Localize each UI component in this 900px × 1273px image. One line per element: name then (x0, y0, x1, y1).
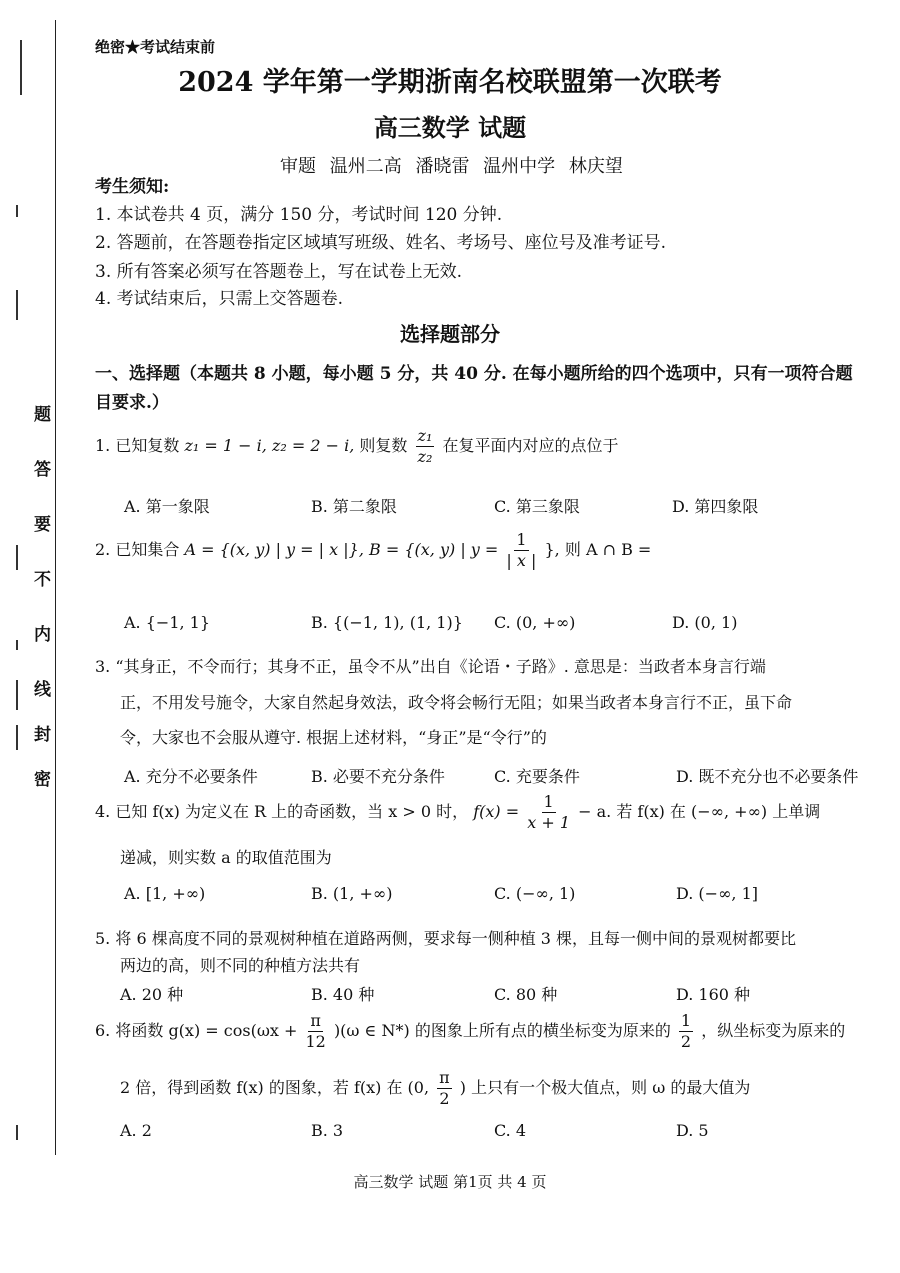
fraction-denominator: | x | (506, 551, 537, 570)
q6-fraction-2 (679, 1013, 693, 1050)
section-instruction: 目要求.） (95, 393, 169, 413)
margin-mark (16, 680, 18, 710)
margin-char: 线 (34, 680, 51, 700)
q1-mid: 则复数 (359, 436, 408, 455)
fraction-numerator: π (310, 1011, 321, 1030)
q1-prefix: 1. 已知复数 (95, 436, 180, 455)
q6-fraction-3 (437, 1070, 452, 1107)
fraction-numerator: z₁ (417, 426, 433, 445)
exam-title: 2024 学年第一学期浙南名校联盟第一次联考 (178, 67, 722, 98)
margin-mark (16, 545, 18, 570)
q1-z2: z₂ = 2 − i, (271, 436, 355, 455)
margin-char: 内 (34, 625, 51, 645)
margin-char: 答 (34, 460, 51, 480)
q3-line: 令，大家也不会服从遵守. 根据上述材料，“身正”是“令行”的 (120, 728, 547, 747)
q6-fraction-1 (305, 1013, 325, 1050)
q1-z1: z₁ = 1 − i, (184, 436, 267, 455)
q4-option-d: D. (−∞, 1] (676, 884, 758, 903)
question-6 (95, 1013, 845, 1050)
fraction-numerator: 1 (680, 1011, 692, 1030)
q2-option-b: B. {(−1, 1), (1, 1)} (311, 613, 463, 632)
q5-line: 5. 将 6 棵高度不同的景观树种植在道路两侧，要求每一侧种植 3 棵，且每一侧中间的景观树都要比 (95, 929, 797, 948)
margin-mark (16, 205, 18, 217)
q3-option-c: C. 充要条件 (494, 767, 580, 786)
q3-line: 正，不用发号施令，大家自然起身效法，政令将会畅行无阻；如果当政者本身言行不正，虽下命 (120, 693, 793, 712)
q4-option-a: A. [1, +∞) (124, 884, 206, 903)
fraction-denominator: z₂ (417, 447, 433, 466)
q5-option-a: A. 20 种 (120, 985, 184, 1004)
margin-char: 密 (34, 770, 51, 790)
q4-prefix: 4. 已知 f(x) 为定义在 R 上的奇函数，当 x > 0 时， (95, 802, 469, 821)
margin-mark (16, 725, 18, 750)
question-2 (95, 532, 651, 569)
q4-fx: f(x) = (473, 802, 520, 821)
fraction-numerator: 1 (543, 792, 554, 811)
q6-mid: )(ω ∈ N*) 的图象上所有点的横坐标变为原来的 (333, 1021, 671, 1040)
q1-fraction (416, 428, 435, 465)
q2-set-b: B = {(x, y) | y = (369, 540, 499, 559)
binding-line (55, 20, 56, 1155)
section-instruction: 一、选择题（本题共 8 小题，每小题 5 分，共 40 分. 在每小题所给的四个选项中，只有一项符合题 (95, 364, 853, 384)
q2-set-a: A = {(x, y) | y = | x |}, (184, 540, 364, 559)
q6-line2-pre: 2 倍，得到函数 f(x) 的图象，若 f(x) 在 (0, (120, 1078, 430, 1097)
q3-option-a: A. 充分不必要条件 (124, 767, 258, 786)
q2-option-c: C. (0, +∞) (494, 613, 576, 632)
q6-option-a: A. 2 (120, 1121, 152, 1140)
q2-set-b-close: }, (544, 540, 560, 559)
notice-item: 3. 所有答案必须写在答题卷上，写在试卷上无效. (95, 262, 463, 282)
fraction-denominator: 2 (439, 1089, 450, 1108)
notice-item: 4. 考试结束后，只需上交答题卷. (95, 289, 344, 309)
question-1 (95, 428, 618, 465)
page-footer: 高三数学 试题 第1页 共 4 页 (353, 1173, 547, 1191)
q6-suffix: ，纵坐标变为原来的 (701, 1021, 846, 1040)
q1-option-c: C. 第三象限 (494, 497, 580, 516)
fraction-denominator: 2 (680, 1032, 692, 1051)
q5-line: 两边的高，则不同的种植方法共有 (120, 956, 361, 975)
secret-label: 绝密★考试结束前 (95, 38, 216, 56)
margin-mark (16, 640, 18, 650)
q1-option-a: A. 第一象限 (124, 497, 210, 516)
q2-option-a: A. {−1, 1} (124, 613, 211, 632)
fraction-denominator: x + 1 (527, 813, 571, 832)
notice-item: 1. 本试卷共 4 页，满分 150 分，考试时间 120 分钟. (95, 205, 503, 225)
q3-line: 3. “其身正，不令而行；其身不正，虽令不从”出自《论语・子路》. 意思是：当政者本身言行端 (95, 657, 766, 676)
fraction-numerator: π (439, 1068, 450, 1087)
margin-char: 题 (34, 405, 51, 425)
section-title: 选择题部分 (400, 322, 500, 346)
q6-line2-post: ) 上只有一个极大值点，则 ω 的最大值为 (459, 1078, 751, 1097)
q6-option-c: C. 4 (494, 1121, 527, 1140)
q4-option-b: B. (1, +∞) (311, 884, 393, 903)
q4-fraction (527, 794, 570, 831)
q2-fraction (506, 532, 536, 569)
q1-option-d: D. 第四象限 (672, 497, 759, 516)
q4-option-c: C. (−∞, 1) (494, 884, 576, 903)
q1-suffix: 在复平面内对应的点位于 (442, 436, 619, 455)
fraction-numerator: 1 (516, 530, 527, 549)
q1-option-b: B. 第二象限 (311, 497, 397, 516)
q4-post: − a. 若 f(x) 在 (−∞, +∞) 上单调 (578, 802, 821, 821)
notice-item: 2. 答题前，在答题卷指定区域填写班级、姓名、考场号、座位号及准考证号. (95, 233, 667, 253)
q2-prefix: 2. 已知集合 (95, 540, 180, 559)
q4-line: 递减，则实数 a 的取值范围为 (120, 848, 332, 867)
q2-option-d: D. (0, 1) (672, 613, 738, 632)
reviewers: 审题 温州二高 潘晓雷 温州中学 林庆望 (280, 156, 623, 177)
q3-option-b: B. 必要不充分条件 (311, 767, 445, 786)
question-6-line2 (120, 1070, 750, 1107)
q6-option-b: B. 3 (311, 1121, 344, 1140)
margin-char: 封 (34, 725, 51, 745)
q2-suffix: 则 A ∩ B = (564, 540, 652, 559)
notice-heading: 考生须知: (95, 177, 170, 197)
margin-char: 要 (34, 515, 51, 535)
exam-subtitle: 高三数学 试题 (373, 113, 527, 142)
margin-mark (16, 290, 18, 320)
margin-char: 不 (34, 570, 51, 590)
fraction-denominator: 12 (305, 1032, 326, 1051)
q5-option-c: C. 80 种 (494, 985, 558, 1004)
q3-option-d: D. 既不充分也不必要条件 (676, 767, 859, 786)
q5-option-b: B. 40 种 (311, 985, 375, 1004)
margin-mark (16, 1125, 18, 1140)
q5-option-d: D. 160 种 (676, 985, 751, 1004)
q6-prefix: 6. 将函数 g(x) = cos(ωx + (95, 1021, 298, 1040)
question-4 (95, 794, 820, 831)
q6-option-d: D. 5 (676, 1121, 709, 1140)
